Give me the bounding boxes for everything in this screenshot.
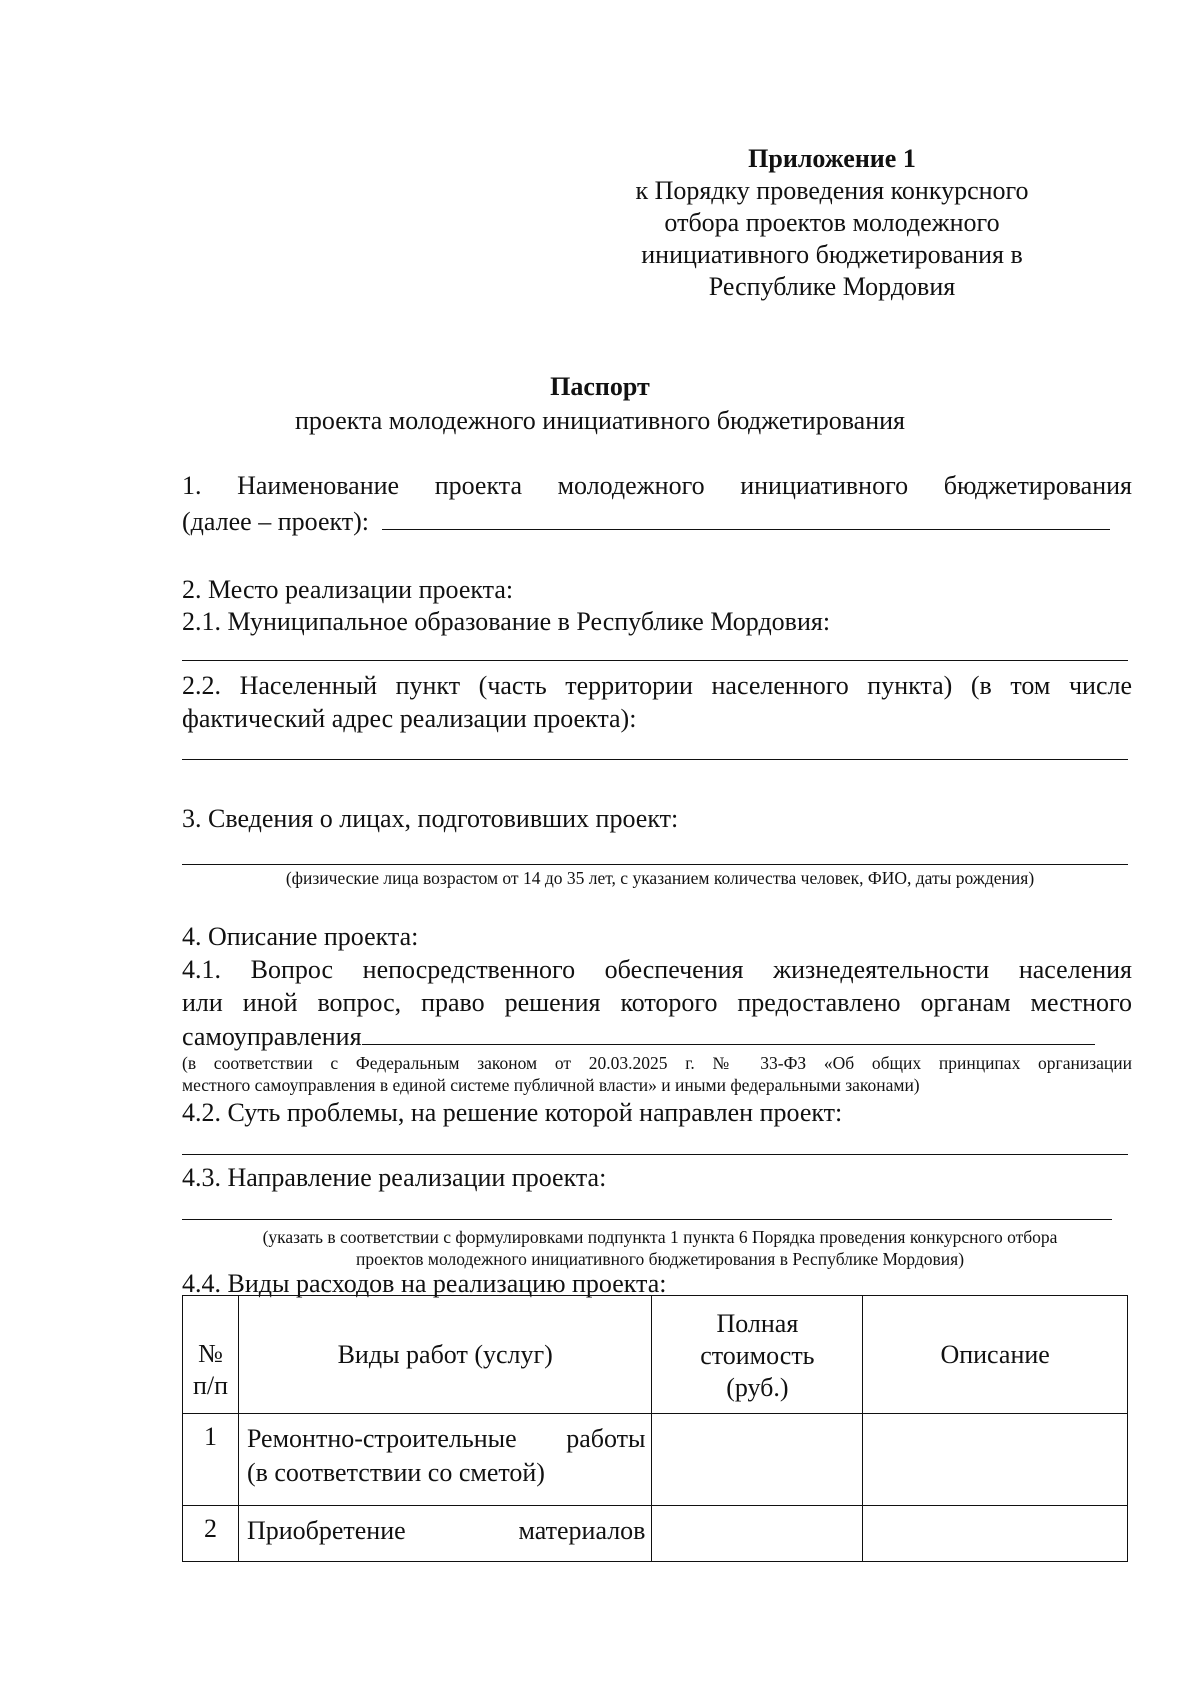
- section-4-1-label: самоуправления: [182, 1022, 362, 1051]
- col-header-cost-line: (руб.): [726, 1373, 789, 1402]
- passport-heading: [0, 370, 1200, 438]
- appendix-title: Приложение 1: [748, 144, 916, 173]
- section-4-3-label: 4.3. Направление реализации проекта:: [182, 1163, 607, 1192]
- section-4-3-note-line: проектов молодежного инициативного бюджетирования в Республике Мордовия): [355, 1249, 965, 1269]
- row-work-line: Приобретение материалов: [246, 1516, 646, 1545]
- passport-title: Паспорт: [550, 372, 650, 401]
- passport-subtitle: проекта молодежного инициативного бюджетирования: [295, 406, 905, 435]
- table-row: [183, 1506, 1128, 1562]
- appendix-line: отбора проектов молодежного: [664, 208, 1000, 237]
- section-4-4-label: 4.4. Виды расходов на реализацию проекта:: [182, 1269, 667, 1298]
- appendix-line: Республике Мордовия: [708, 272, 956, 301]
- col-header-description: Описание: [863, 1296, 1128, 1414]
- section-1-field: [182, 505, 1132, 538]
- expenses-table: [182, 1295, 1128, 1562]
- project-name-input-line[interactable]: [382, 505, 1110, 530]
- section-4-1-line: или иной вопрос, право решения которого предоставлено органам местного: [182, 988, 1132, 1017]
- row-work: [238, 1414, 652, 1506]
- section-1-line: 1. Наименование проекта молодежного инициативного бюджетирования: [182, 471, 1132, 500]
- section-2-1-label: 2.1. Муниципальное образование в Республике Мордовия:: [182, 607, 831, 636]
- table-header-row: [183, 1296, 1128, 1414]
- local-issue-input-line[interactable]: [362, 1020, 1095, 1045]
- section-4-1-note-line: (в соответствии с Федеральным законом от 20.03.2025 г. № 33-ФЗ «Об общих принципах организации: [182, 1053, 1132, 1073]
- row-work-line: Ремонтно-строительные работы: [246, 1424, 646, 1453]
- row-number: 1: [183, 1414, 239, 1506]
- row-work-line: (в соответствии со сметой): [246, 1458, 545, 1487]
- col-header-number: [183, 1296, 239, 1414]
- section-3-label: 3. Сведения о лицах, подготовивших проект:: [182, 804, 679, 833]
- section-4-1-line: 4.1. Вопрос непосредственного обеспечения жизнедеятельности населения: [182, 955, 1132, 984]
- row-description-cell[interactable]: [863, 1506, 1128, 1562]
- section-4-2-label: 4.2. Суть проблемы, на решение которой направлен проект:: [182, 1098, 843, 1127]
- col-header-number-line: №: [198, 1338, 223, 1368]
- locality-input-line[interactable]: [182, 759, 1128, 760]
- col-header-cost-line: стоимость: [700, 1341, 815, 1370]
- section-4-1-field: [182, 1020, 1132, 1053]
- row-number: 2: [183, 1506, 239, 1562]
- appendix-line: к Порядку проведения конкурсного: [635, 176, 1029, 205]
- row-work: [238, 1506, 652, 1562]
- col-header-work: Виды работ (услуг): [238, 1296, 652, 1414]
- row-description-cell[interactable]: [863, 1414, 1128, 1506]
- section-4-heading: 4. Описание проекта:: [182, 922, 419, 951]
- authors-input-line[interactable]: [182, 864, 1128, 865]
- appendix-block: [582, 143, 1082, 303]
- section-4-1-note-line: местного самоуправления в единой системе публичной власти» и иными федеральными законами): [182, 1075, 920, 1095]
- col-header-cost: [652, 1296, 863, 1414]
- col-header-number-line: п/п: [192, 1370, 228, 1400]
- row-cost-cell[interactable]: [652, 1414, 863, 1506]
- section-2-2-label: фактический адрес реализации проекта):: [182, 704, 637, 733]
- table-row: [183, 1414, 1128, 1506]
- appendix-line: инициативного бюджетирования в: [641, 240, 1023, 269]
- row-cost-cell[interactable]: [652, 1506, 863, 1562]
- col-header-cost-line: Полная: [716, 1309, 799, 1338]
- problem-input-line[interactable]: [182, 1154, 1128, 1155]
- section-4-3-note-line: (указать в соответствии с формулировками подпункта 1 пункта 6 Порядка проведения конкурсного отбора: [262, 1227, 1058, 1247]
- section-3-note: (физические лица возрастом от 14 до 35 лет, с указанием количества человек, ФИО, даты рождения): [285, 868, 1035, 888]
- section-2-2-line: 2.2. Населенный пункт (часть территории населенного пункта) (в том числе: [182, 671, 1132, 700]
- section-1-label: (далее – проект):: [182, 507, 370, 536]
- direction-input-line[interactable]: [182, 1219, 1112, 1220]
- municipality-input-line[interactable]: [182, 660, 1128, 661]
- section-2-heading: 2. Место реализации проекта:: [182, 575, 514, 604]
